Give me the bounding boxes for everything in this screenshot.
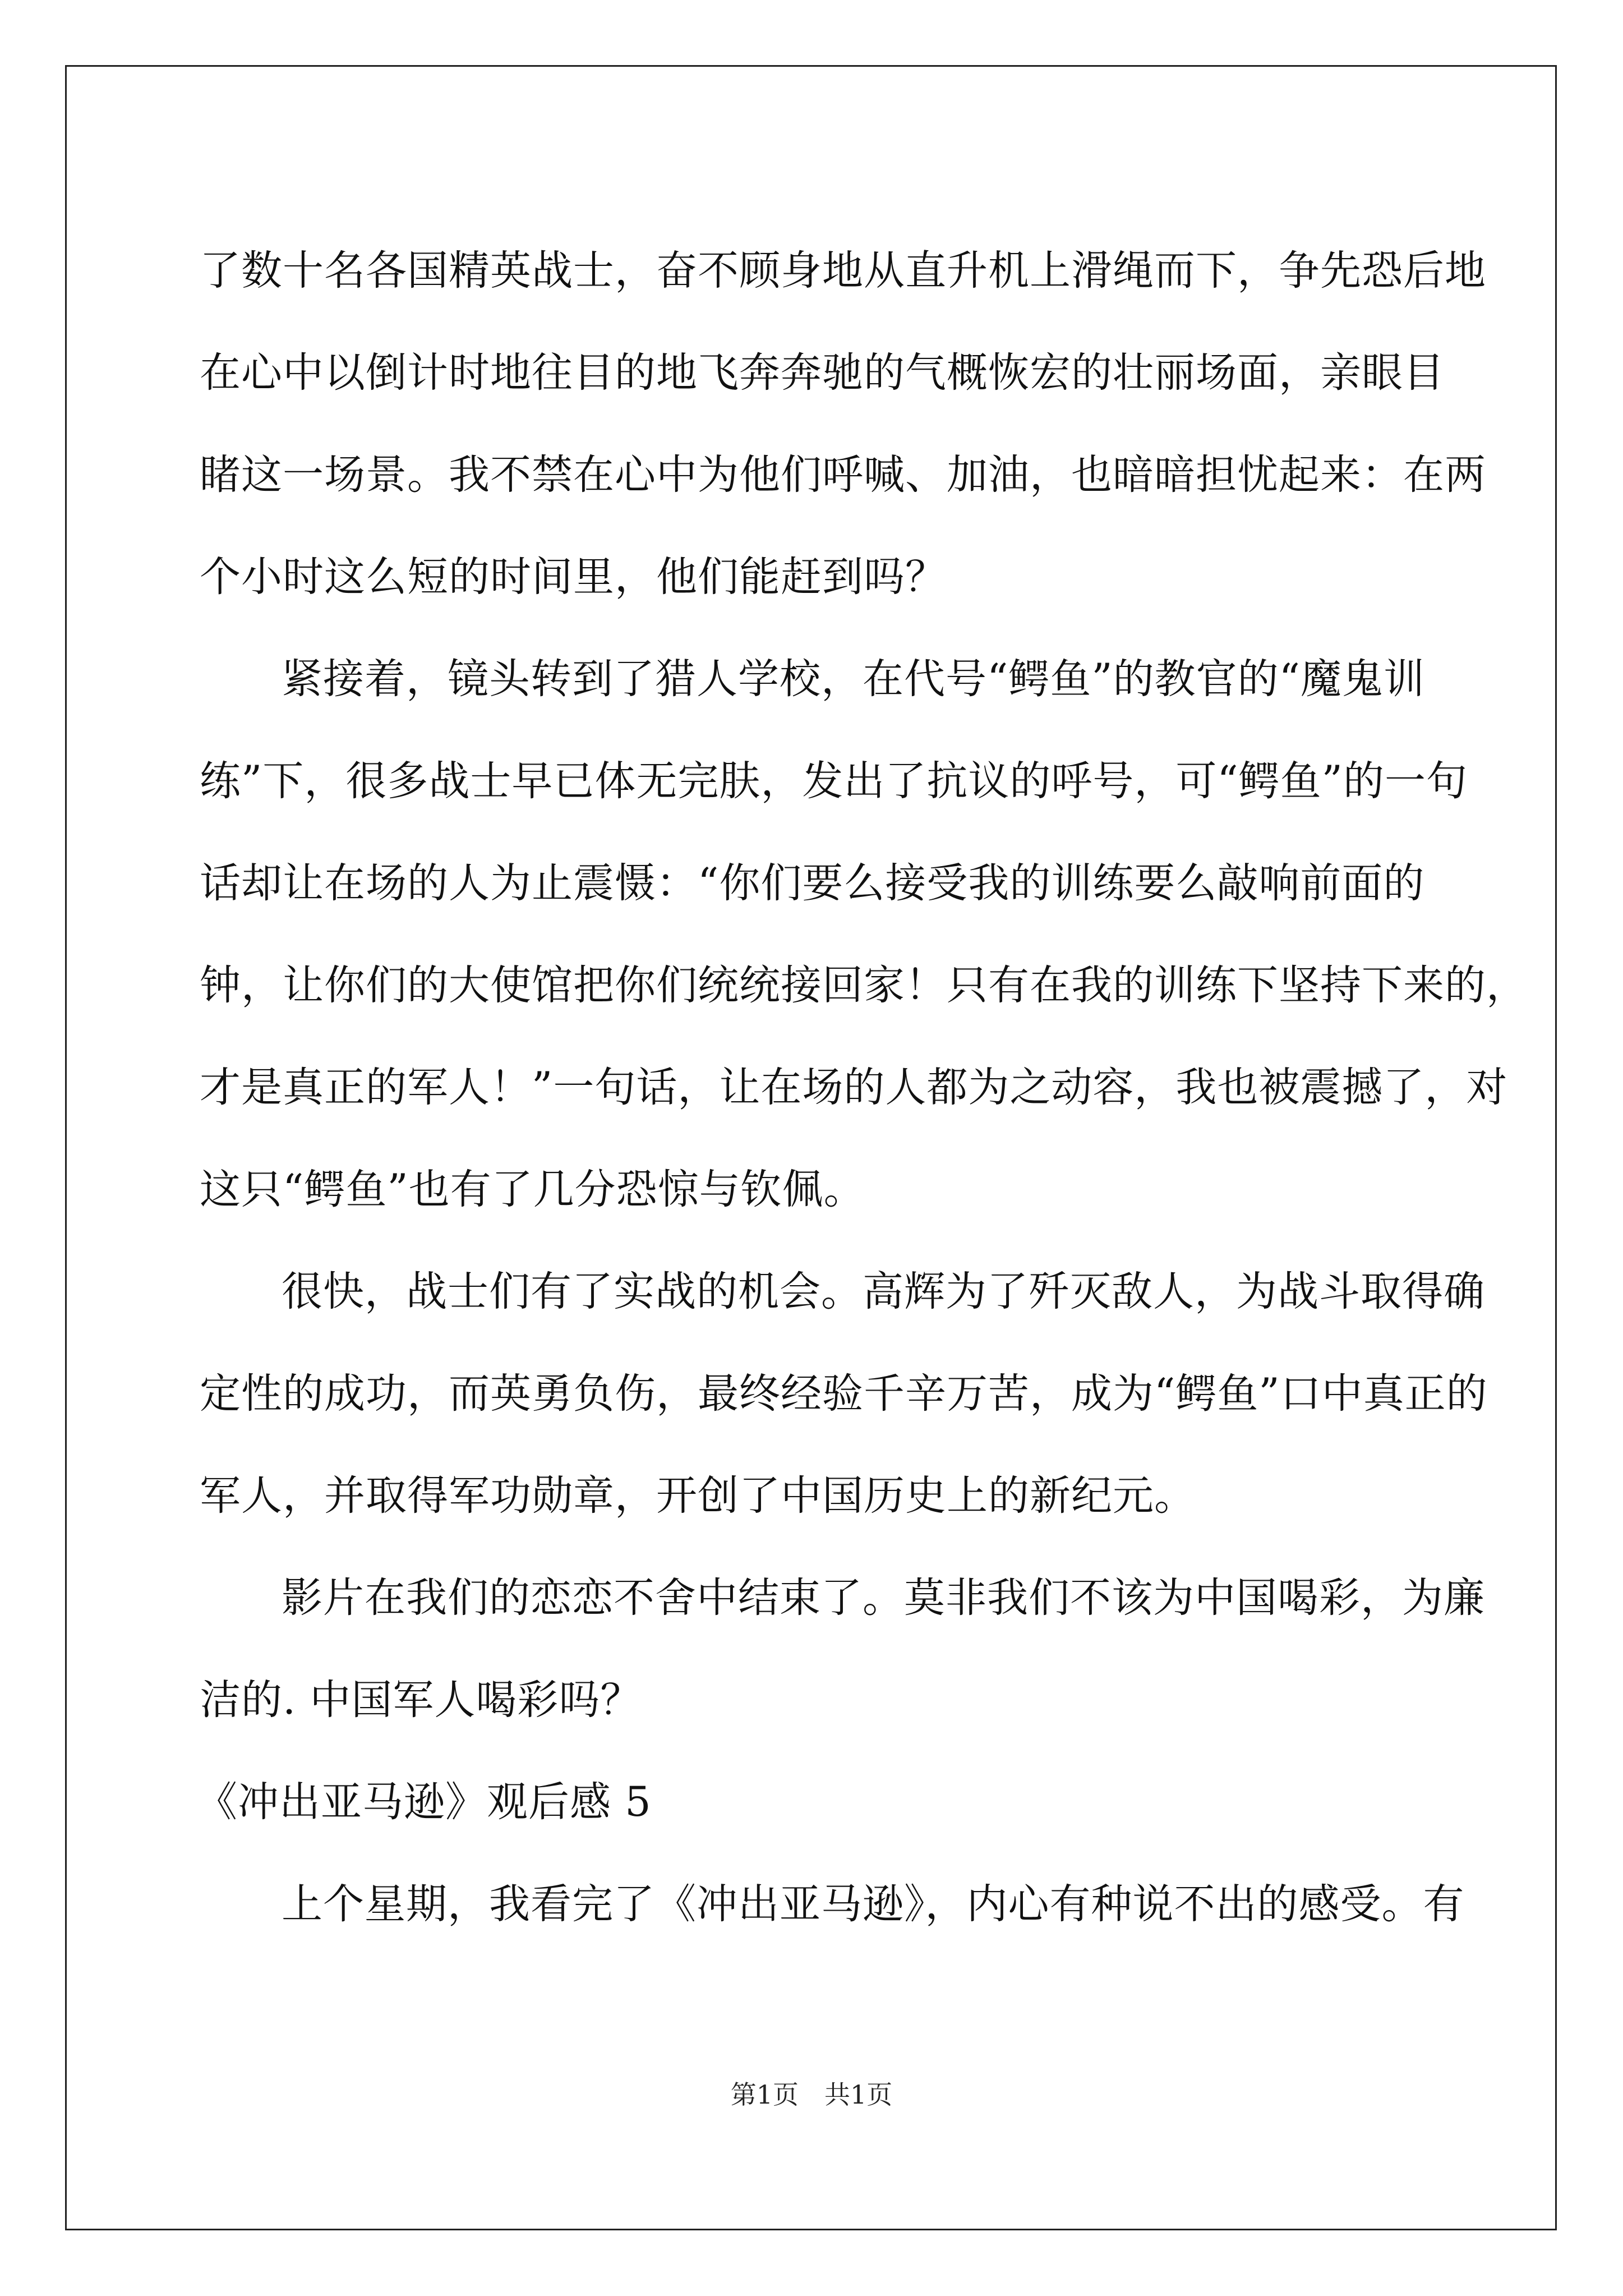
body-line: 洁的. 中国军人喝彩吗？ [200,1676,642,1724]
paragraph-start-line: 上个星期，我看完了《冲出亚马逊》，内心有种说不出的感受。有 [282,1880,1465,1928]
body-line: 钟，让你们的大使馆把你们统统接回家！只有在我的训练下坚持下来的， [200,961,1528,1009]
body-line: 个小时这么短的时间里，他们能赶到吗？ [200,553,947,601]
body-line: 在心中以倒计时地往目的地飞奔奔驰的气概恢宏的壮丽场面，亲眼目 [200,349,1445,397]
body-line: 这只“鳄鱼”也有了几分恐惊与钦佩。 [200,1166,865,1213]
body-line: 军人，并取得军功勋章，开创了中国历史上的新纪元。 [200,1472,1196,1520]
body-line: 定性的成功，而英勇负伤，最终经验千辛万苦，成为“鳄鱼”口中真正的 [200,1370,1488,1418]
body-line: 话却让在场的人为止震慑：“你们要么接受我的训练要么敲响前面的 [200,859,1425,907]
body-line: 睹这一场景。我不禁在心中为他们呼喊、加油，也暗暗担忧起来：在两 [200,451,1486,499]
body-line: 才是真正的军人！”一句话，让在场的人都为之动容，我也被震撼了，对 [200,1064,1508,1111]
document-body [196,220,1528,1955]
paragraph-start-line: 紧接着，镜头转到了猎人学校，在代号“鳄鱼”的教官的“魔鬼训 [282,655,1425,703]
body-line: 了数十名各国精英战士，奋不顾身地从直升机上滑绳而下，争先恐后地 [200,247,1486,295]
body-line: 练”下，很多战士早已体无完肤，发出了抗议的呼号，可“鳄鱼”的一句 [200,757,1468,805]
section-title: 《冲出亚马逊》观后感 5 [196,1778,652,1826]
paragraph-start-line: 影片在我们的恋恋不舍中结束了。莫非我们不该为中国喝彩，为廉 [282,1574,1485,1622]
page-footer: 第1页 共1页 [730,2079,893,2110]
paragraph-start-line: 很快，战士们有了实战的机会。高辉为了歼灭敌人，为战斗取得确 [282,1268,1485,1315]
